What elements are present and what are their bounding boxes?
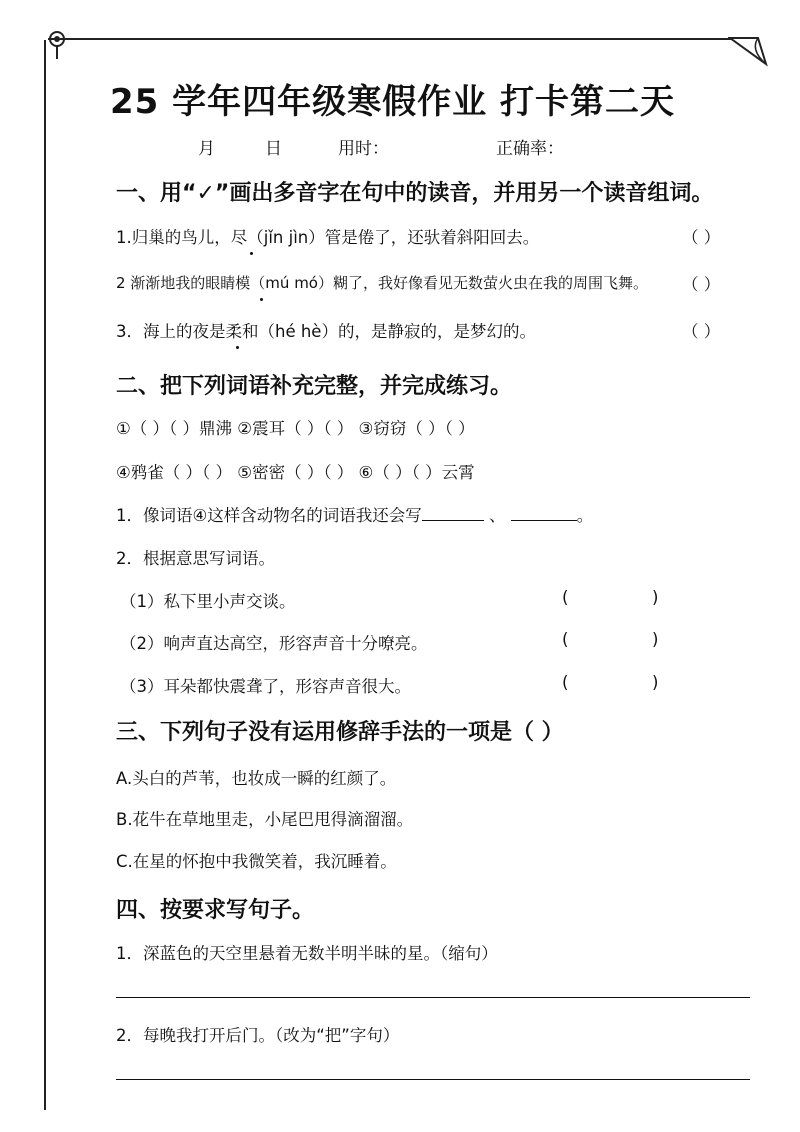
section-4-heading: 四、按要求写句子。 <box>116 898 315 923</box>
page-curl-icon <box>728 36 768 68</box>
sub-2-close-paren[interactable]: ) <box>652 630 659 649</box>
section-1-item-2: 2 渐渐地我的眼睛模（mú mó）糊了，我好像看见无数萤火虫在我的周围飞舞。 <box>116 274 648 292</box>
section-2-sub-1: （1）私下里小声交谈。 <box>120 592 296 611</box>
emphasis-dot <box>250 252 253 255</box>
section-2-sub-2: （2）响声直达高空，形容声音十分嘹亮。 <box>120 634 428 653</box>
pushpin-icon <box>44 30 70 60</box>
emphasis-dot <box>260 298 263 301</box>
sub-3-close-paren[interactable]: ) <box>652 673 659 692</box>
section-1-item-1-answer[interactable]: （ ） <box>682 228 721 247</box>
idiom-row-2[interactable]: ④鸦雀（ ）（ ） ⑤密密（ ）（ ） ⑥（ ）（ ）云霄 <box>116 463 475 482</box>
option-c[interactable]: C.在星的怀抱中我微笑着，我沉睡着。 <box>116 852 397 871</box>
sub-3-open-paren[interactable]: ( <box>562 673 569 692</box>
section-2-sub-3: （3）耳朵都快震聋了，形容声音很大。 <box>120 677 411 696</box>
option-b[interactable]: B.花牛在草地里走，小尾巴甩得滴溜溜。 <box>116 810 414 829</box>
section-4-q1: 1．深蓝色的天空里悬着无数半明半昧的星。（缩句） <box>116 944 498 963</box>
section-2-heading: 二、把下列词语补充完整，并完成练习。 <box>116 374 513 399</box>
idiom-row-1[interactable]: ①（ ）（ ）鼎沸 ②震耳（ ）（ ） ③窃窃（ ）（ ） <box>116 419 475 438</box>
section-4-q2: 2．每晚我打开后门。（改为“把”字句） <box>116 1026 400 1045</box>
section-2-q2: 2．根据意思写词语。 <box>116 549 275 568</box>
section-1-item-2-answer[interactable]: （ ） <box>682 275 721 294</box>
page-frame-left <box>44 40 46 1110</box>
section-1-heading: 一、用“✓”画出多音字在句中的读音，并用另一个读音组词。 <box>116 181 714 206</box>
month-label: 月 <box>198 139 215 159</box>
page-title: 25 学年四年级寒假作业 打卡第二天 <box>110 82 675 122</box>
page-frame-top <box>48 38 748 40</box>
answer-blank-2[interactable] <box>511 519 577 521</box>
option-a[interactable]: A.头白的芦苇，也妆成一瞬的红颜了。 <box>116 769 397 788</box>
section-1-item-3: 3．海上的夜是柔和（hé hè）的，是静寂的，是梦幻的。 <box>116 322 536 341</box>
section-2-q1-text: 1．像词语④这样含动物名的词语我还会写 <box>116 506 422 525</box>
time-used-label: 用时： <box>338 139 389 159</box>
accuracy-label: 正确率： <box>496 139 564 159</box>
section-2-q1-sep: 、 <box>489 506 506 525</box>
day-label: 日 <box>265 139 282 159</box>
sub-1-open-paren[interactable]: ( <box>562 588 569 607</box>
section-2-q1 <box>116 502 593 526</box>
section-1-item-3-answer[interactable]: （ ） <box>682 322 721 341</box>
sub-2-open-paren[interactable]: ( <box>562 630 569 649</box>
answer-line-2[interactable] <box>116 1079 750 1080</box>
sub-1-close-paren[interactable]: ) <box>652 588 659 607</box>
emphasis-dot <box>236 346 239 349</box>
answer-blank-1[interactable] <box>422 519 484 521</box>
section-1-item-1: 1.归巢的鸟儿，尽（jǐn jìn）管是倦了，还驮着斜阳回去。 <box>116 228 540 247</box>
section-3-heading: 三、下列句子没有运用修辞手法的一项是（ ） <box>116 720 564 745</box>
answer-line-1[interactable] <box>116 997 750 998</box>
section-2-q1-end: 。 <box>576 506 594 525</box>
